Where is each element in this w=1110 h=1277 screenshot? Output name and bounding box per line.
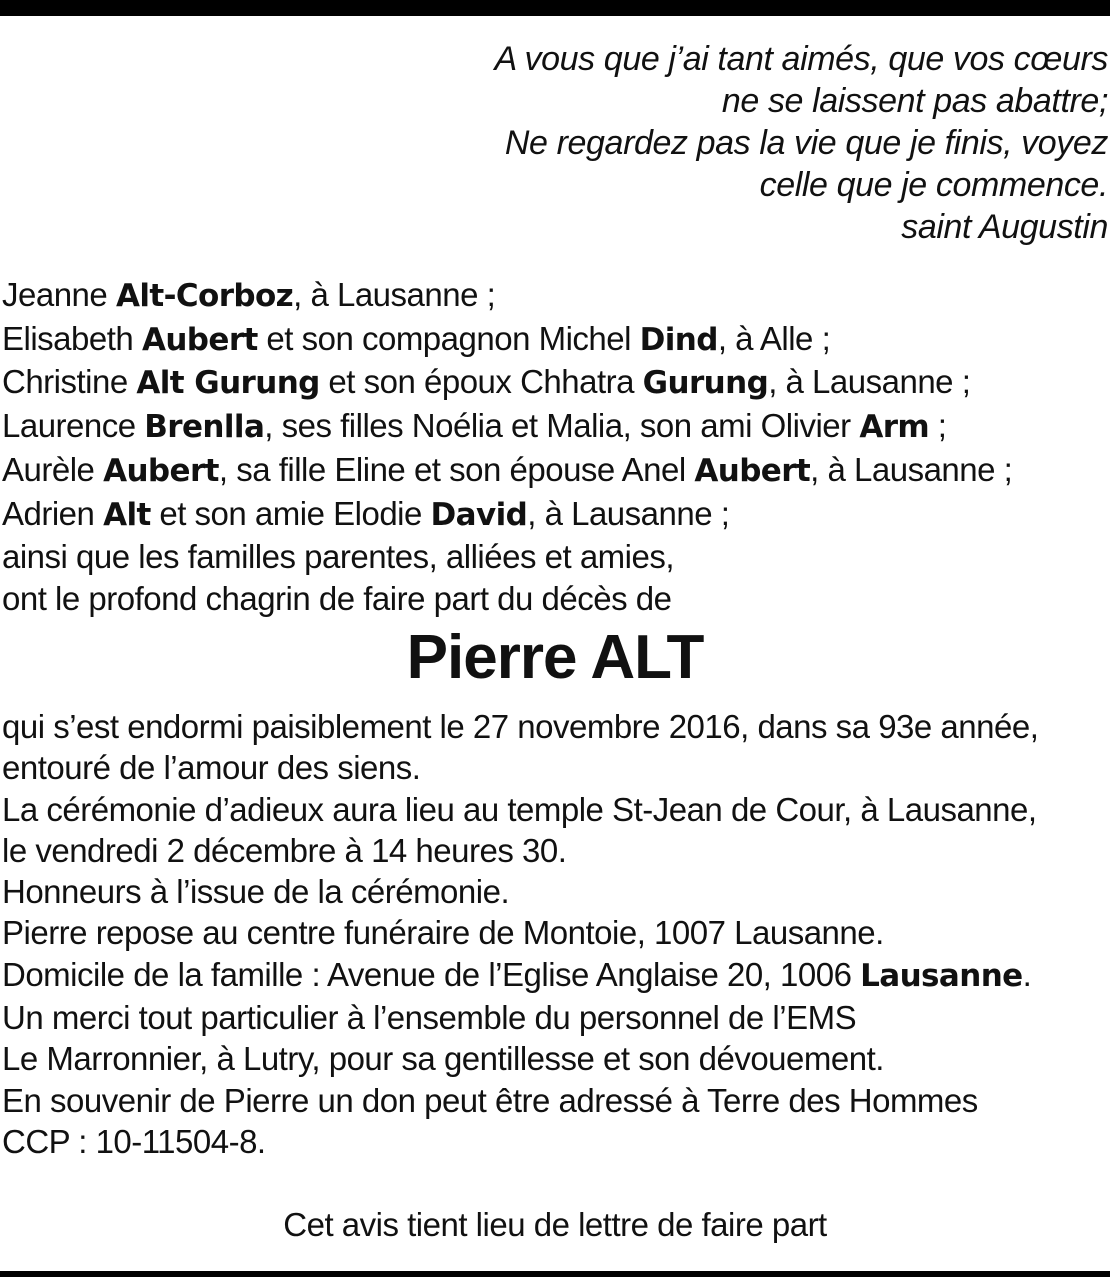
details-line: qui s’est endormi paisiblement le 27 novembre 2016, dans sa 93e année, bbox=[2, 708, 1039, 745]
family-surname: David bbox=[430, 496, 528, 533]
obituary-details bbox=[2, 706, 1107, 1162]
details-line: le vendredi 2 décembre à 14 heures 30. bbox=[2, 831, 567, 869]
top-border-rule bbox=[0, 0, 1110, 16]
family-surname: Aubert bbox=[103, 452, 219, 489]
quote-line: ne se laissent pas abattre; bbox=[721, 82, 1108, 120]
footer-note: Cet avis tient lieu de lettre de faire part bbox=[283, 1206, 827, 1243]
family-list bbox=[2, 274, 1102, 620]
details-line: La cérémonie d’adieux aura lieu au temple St-Jean de Cour, à Lausanne, bbox=[2, 790, 1037, 828]
quote-attribution: saint Augustin bbox=[901, 208, 1108, 246]
quote-line: A vous que j’ai tant aimés, que vos cœurs bbox=[494, 40, 1108, 78]
family-surname: Brenlla bbox=[144, 409, 265, 446]
deceased-name: Pierre ALT bbox=[406, 623, 704, 692]
family-surname: Gurung bbox=[642, 365, 769, 402]
family-line: Laurence Brenlla, ses filles Noélia et Malia, son ami Olivier Arm ; bbox=[2, 407, 947, 446]
domicile-city: Lausanne bbox=[860, 957, 1023, 994]
details-line: Le Marronnier, à Lutry, pour sa gentillesse et son dévouement. bbox=[2, 1040, 884, 1078]
family-closing-line: ainsi que les familles parentes, alliées et amies, bbox=[2, 538, 675, 576]
family-surname: Aubert bbox=[694, 452, 811, 489]
domicile-line: Domicile de la famille : Avenue de l’Eglise Anglaise 20, 1006 Lausanne. bbox=[2, 955, 1032, 994]
family-surname: Alt bbox=[103, 496, 151, 533]
epigraph-quote bbox=[208, 38, 1108, 248]
family-surname: Alt-Corboz bbox=[115, 278, 294, 314]
details-line: entouré de l’amour des siens. bbox=[2, 749, 421, 787]
details-line: En souvenir de Pierre un don peut être adressé à Terre des Hommes bbox=[2, 1081, 978, 1119]
family-surname: Alt Gurung bbox=[136, 365, 320, 402]
details-line: CCP : 10-11504-8. bbox=[2, 1122, 266, 1160]
family-line: Elisabeth Aubert et son compagnon Michel Dind, à Alle ; bbox=[2, 319, 831, 358]
family-line: Jeanne Alt-Corboz, à Lausanne ; bbox=[2, 276, 496, 314]
family-surname: Dind bbox=[639, 321, 718, 358]
family-line: Aurèle Aubert, sa fille Eline et son épouse Anel Aubert, à Lausanne ; bbox=[2, 450, 1013, 489]
details-line: Un merci tout particulier à l’ensemble du personnel de l’EMS bbox=[2, 999, 857, 1037]
details-line: Honneurs à l’issue de la cérémonie. bbox=[2, 873, 510, 911]
bottom-border-rule bbox=[0, 1271, 1110, 1277]
family-surname: Arm bbox=[859, 409, 930, 446]
family-surname: Aubert bbox=[141, 321, 258, 358]
family-line: Adrien Alt et son amie Elodie David, à Lausanne ; bbox=[2, 494, 730, 533]
quote-line: Ne regardez pas la vie que je finis, voyez bbox=[504, 124, 1108, 162]
details-line: Pierre repose au centre funéraire de Montoie, 1007 Lausanne. bbox=[2, 914, 884, 952]
family-closing-line: ont le profond chagrin de faire part du décès de bbox=[2, 579, 672, 617]
family-line: Christine Alt Gurung et son époux Chhatra Gurung, à Lausanne ; bbox=[2, 363, 971, 402]
quote-line: celle que je commence. bbox=[759, 166, 1108, 204]
